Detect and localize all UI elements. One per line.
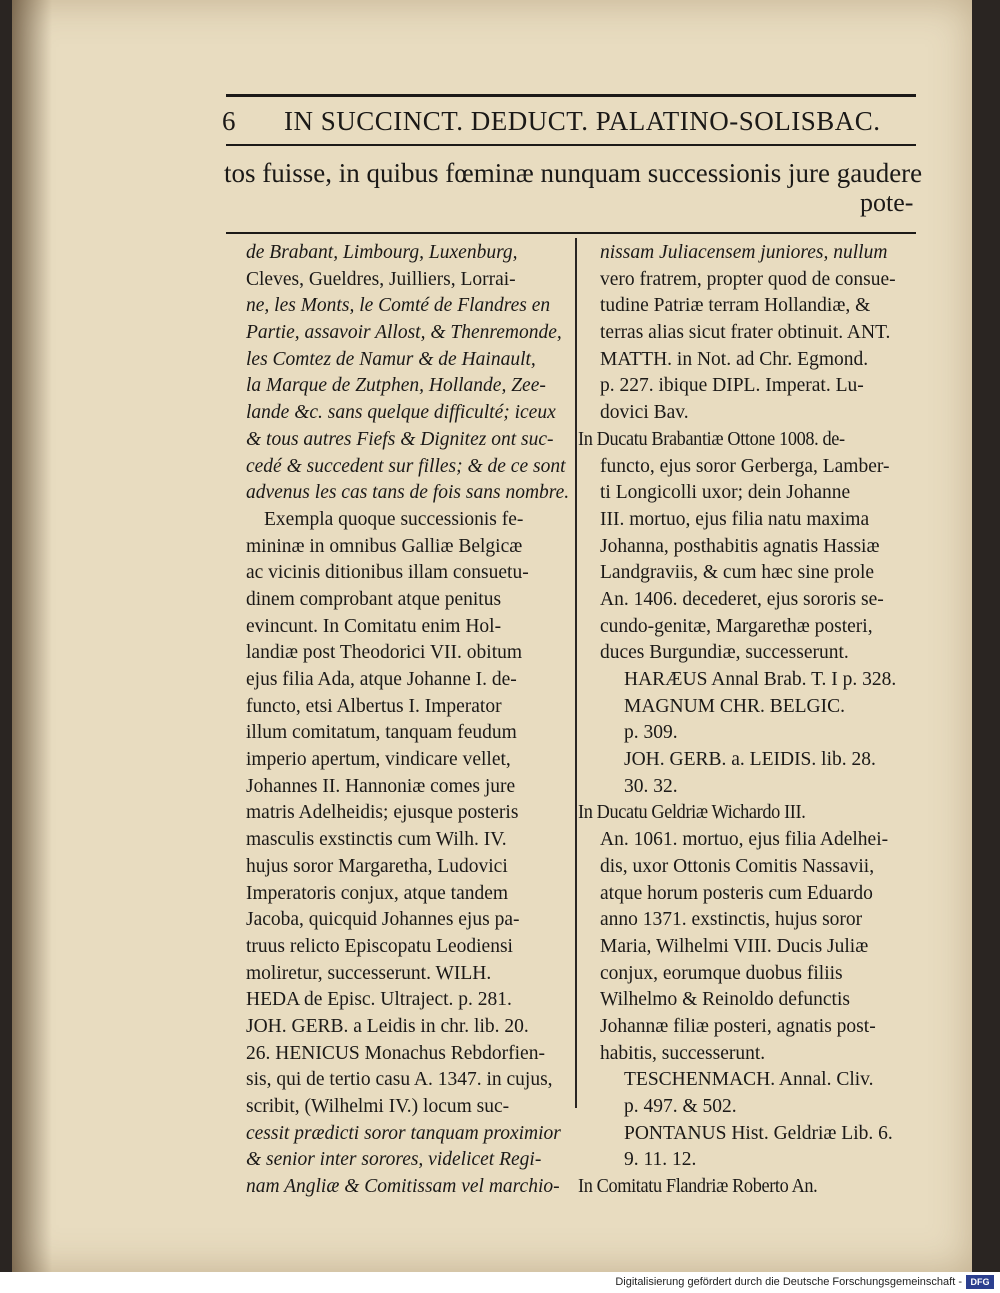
text-line: PONTANUS Hist. Geldriæ Lib. 6. <box>624 1122 893 1144</box>
footer-credit: Digitalisierung gefördert durch die Deutsche Forschungsgemeinschaft - <box>615 1276 962 1288</box>
text-line: masculis exstinctis cum Wilh. IV. <box>246 829 507 851</box>
text-line: cundo-genitæ, Margarethæ posteri, <box>600 615 873 637</box>
running-head-title: IN SUCCINCT. DEDUCT. PALATINO-SOLISBAC. <box>284 106 881 136</box>
text-line: An. 1061. mortuo, ejus filia Adelhei- <box>600 829 889 851</box>
text-line: dis, uxor Ottonis Comitis Nassavii, <box>600 855 875 877</box>
text-line: functo, ejus soror Gerberga, Lamber- <box>600 455 890 477</box>
text-line: Jacoba, quicquid Johannes ejus pa- <box>246 909 520 931</box>
text-line: cedé & succedent sur filles; & de ce sont <box>246 455 566 477</box>
text-line: & tous autres Fiefs & Dignitez ont suc- <box>246 428 554 450</box>
text-line: terras alias sicut frater obtinuit. ANT. <box>600 322 891 344</box>
catchword: pote- <box>860 188 914 217</box>
text-line: habitis, successerunt. <box>600 1042 766 1064</box>
text-line: & senior inter sorores, videlicet Regi- <box>246 1149 542 1171</box>
header-rule-top <box>226 94 916 97</box>
text-line: imperio apertum, vindicare vellet, <box>246 749 511 771</box>
text-line: nissam Juliacensem juniores, nullum <box>600 242 888 263</box>
text-line: 26. HENICUS Monachus Rebdorfien- <box>246 1042 545 1064</box>
header-rule-bottom <box>226 144 916 146</box>
text-line: vero fratrem, propter quod de consue- <box>600 268 896 290</box>
text-line: In Ducatu Brabantiæ Ottone 1008. de- <box>578 428 845 450</box>
text-line: HEDA de Episc. Ultraject. p. 281. <box>246 989 512 1011</box>
text-line: JOH. GERB. a. LEIDIS. lib. 28. <box>624 749 876 771</box>
text-line: landiæ post Theodorici VII. obitum <box>246 642 523 664</box>
text-line: scribit, (Wilhelmi IV.) locum suc- <box>246 1096 510 1117</box>
text-line: Maria, Wilhelmi VIII. Ducis Juliæ <box>600 935 869 957</box>
text-line: truus relicto Episcopatu Leodiensi <box>246 935 513 957</box>
text-line: Wilhelmo & Reinoldo defunctis <box>600 989 850 1011</box>
page-gutter-shadow <box>12 0 52 1272</box>
text-line: In Ducatu Geldriæ Wichardo III. <box>578 802 806 824</box>
text-line: III. mortuo, ejus filia natu maxima <box>600 508 870 530</box>
text-line: TESCHENMACH. Annal. Cliv. <box>624 1069 874 1091</box>
text-line: conjux, eorumque duobus filiis <box>600 962 843 984</box>
text-line: tudine Patriæ terram Hollandiæ, & <box>600 295 871 317</box>
left-column <box>246 240 570 1201</box>
text-line: illum comitatum, tanquam feudum <box>246 722 517 744</box>
text-line: An. 1406. decederet, ejus sororis se- <box>600 588 884 610</box>
right-column <box>578 240 930 1201</box>
text-line: les Comtez de Namur & de Hainault, <box>246 348 536 370</box>
text-line: anno 1371. exstinctis, hujus soror <box>600 909 863 931</box>
text-line: JOH. GERB. a Leidis in chr. lib. 20. <box>246 1015 529 1037</box>
text-line: cessit prædicti soror tanquam proximior <box>246 1122 561 1144</box>
text-line: Johannes II. Hannoniæ comes jure <box>246 775 516 797</box>
text-line: 30. 32. <box>624 775 678 797</box>
text-line: p. 497. & 502. <box>624 1096 737 1117</box>
text-line: dinem comprobant atque penitus <box>246 588 502 610</box>
text-line: nam Angliæ & Comitissam vel marchio- <box>246 1176 560 1198</box>
text-line: de Brabant, Limbourg, Luxenburg, <box>246 242 518 263</box>
text-line: duces Burgundiæ, successerunt. <box>600 642 849 664</box>
text-line: sis, qui de tertio casu A. 1347. in cujus, <box>246 1069 553 1091</box>
text-line: HARÆUS Annal Brab. T. I p. 328. <box>624 669 897 690</box>
text-line: functo, etsi Albertus I. Imperator <box>246 695 502 717</box>
text-line: Cleves, Gueldres, Juilliers, Lorrai- <box>246 268 516 290</box>
text-line: ne, les Monts, le Comté de Flandres en <box>246 295 551 317</box>
text-line: evincunt. In Comitatu enim Hol- <box>246 615 502 637</box>
running-header <box>214 100 934 146</box>
text-line: 9. 11. 12. <box>624 1149 697 1171</box>
text-line: ac vicinis ditionibus illam consuetu- <box>246 562 529 584</box>
text-line: lande &c. sans quelque difficulté; iceux <box>246 402 556 424</box>
text-line: atque horum posteris cum Eduardo <box>600 882 873 904</box>
page-number: 6 <box>222 106 236 136</box>
dfg-logo-icon: DFG <box>966 1275 994 1289</box>
text-line: Landgraviis, & cum hæc sine prole <box>600 562 875 584</box>
column-divider <box>575 238 577 1108</box>
text-line: matris Adelheidis; ejusque posteris <box>246 802 519 824</box>
text-line: hujus soror Margaretha, Ludovici <box>246 855 508 877</box>
column-rule-top <box>226 232 916 234</box>
text-line: advenus les cas tans de fois sans nombre. <box>246 482 570 504</box>
text-line: MAGNUM CHR. BELGIC. <box>624 695 846 717</box>
text-line: p. 227. ibique DIPL. Imperat. Lu- <box>600 375 864 397</box>
text-line: Partie, assavoir Allost, & Thenremonde, <box>246 322 562 344</box>
text-line: la Marque de Zutphen, Hollande, Zee- <box>246 375 546 397</box>
text-line: dovici Bav. <box>600 402 689 424</box>
text-line: ejus filia Ada, atque Johanne I. de- <box>246 669 517 690</box>
text-line: moliretur, successerunt. WILH. <box>246 962 492 984</box>
text-line: mininæ in omnibus Galliæ Belgicæ <box>246 535 523 557</box>
text-line: ti Longicolli uxor; dein Johanne <box>600 482 851 504</box>
text-line: Johanna, posthabitis agnatis Hassiæ <box>600 535 880 557</box>
text-line: Exempla quoque successionis fe- <box>264 508 524 530</box>
text-line: MATTH. in Not. ad Chr. Egmond. <box>600 348 869 370</box>
catchline-text: tos fuisse, in quibus fœminæ nunquam successionis jure gaudere <box>224 158 923 188</box>
text-line: Imperatoris conjux, atque tandem <box>246 882 509 904</box>
text-line: In Comitatu Flandriæ Roberto An. <box>578 1176 818 1198</box>
text-line: p. 309. <box>624 722 678 744</box>
text-line: Johannæ filiæ posteri, agnatis post- <box>600 1015 876 1037</box>
